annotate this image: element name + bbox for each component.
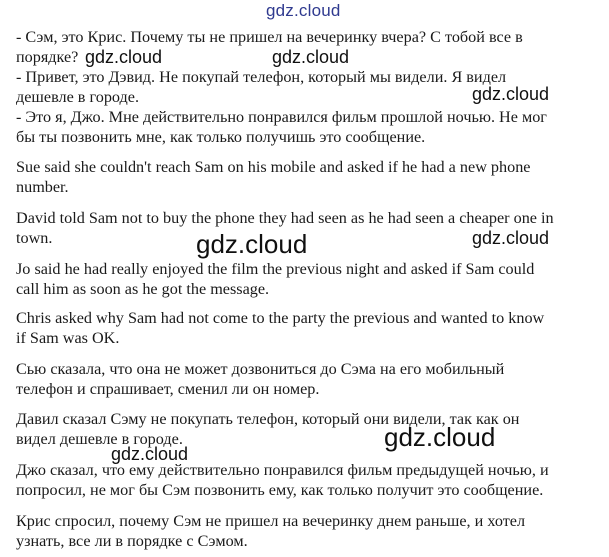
text-line: видел дешевле в городе. [16, 430, 183, 448]
watermark-header: gdz.cloud [266, 1, 341, 20]
watermark: gdz.cloud [272, 47, 350, 67]
text-line: телефон и спрашивает, сменил ли он номер. [16, 380, 320, 398]
text-line: - Это я, Джо. Мне действительно понравился фильм прошлой ночью. Не мог [16, 108, 547, 126]
text-line: попросил, не мог бы Сэм позвонить ему, как только получит это сообщение. [16, 481, 544, 499]
watermark: gdz.cloud [472, 228, 550, 248]
text-line: David told Sam not to buy the phone they had seen as he had seen a cheaper one in [16, 209, 554, 227]
watermark: gdz.cloud [111, 444, 189, 464]
paragraph-english-4 [16, 308, 544, 348]
watermark: gdz.cloud [196, 229, 308, 259]
paragraph-english-1 [16, 157, 531, 197]
text-line: дешевле в городе. [16, 88, 140, 106]
text-line: Джо сказал, что ему действительно понравился фильм предыдущей ночью, и [16, 461, 549, 479]
text-line: call him as soon as he got the message. [16, 280, 270, 298]
text-line: бы ты позвонить мне, как только получишь это сообщение. [16, 128, 426, 146]
text-line: узнать, все ли в порядке с Сэмом. [16, 532, 248, 550]
text-line: Sue said she couldn't reach Sam on his mobile and asked if he had a new phone [16, 158, 531, 176]
text-line: Jo said he had really enjoyed the film the previous night and asked if Sam could [16, 260, 535, 278]
paragraph-russian-4 [16, 511, 525, 551]
watermark: gdz.cloud [384, 422, 496, 452]
watermark: gdz.cloud [85, 47, 163, 67]
text-line: - Сэм, это Крис. Почему ты не пришел на вечеринку вчера? С тобой все в [16, 28, 523, 46]
text-line: if Sam was OK. [16, 329, 120, 347]
text-line: Крис спросил, почему Сэм не пришел на вечеринку днем раньше, и хотел [16, 512, 526, 530]
paragraph-english-3 [16, 259, 534, 299]
text-line: number. [16, 178, 69, 196]
text-line: Давил сказал Сэму не покупать телефон, который они видели, так как он [16, 410, 520, 428]
paragraph-russian-3 [16, 460, 549, 500]
text-line: Сью сказала, что она не может дозвониться до Сэма на его мобильный [16, 360, 505, 378]
text-line: порядке? [16, 48, 79, 66]
text-line: Chris asked why Sam had not come to the party the previous and wanted to know [16, 309, 545, 327]
text-line: town. [16, 229, 53, 247]
paragraph-russian-1 [16, 359, 504, 399]
text-line: - Привет, это Дэвид. Не покупай телефон, который мы видели. Я видел [16, 68, 507, 86]
watermark: gdz.cloud [472, 84, 550, 104]
paragraph-dialogue [16, 27, 550, 147]
